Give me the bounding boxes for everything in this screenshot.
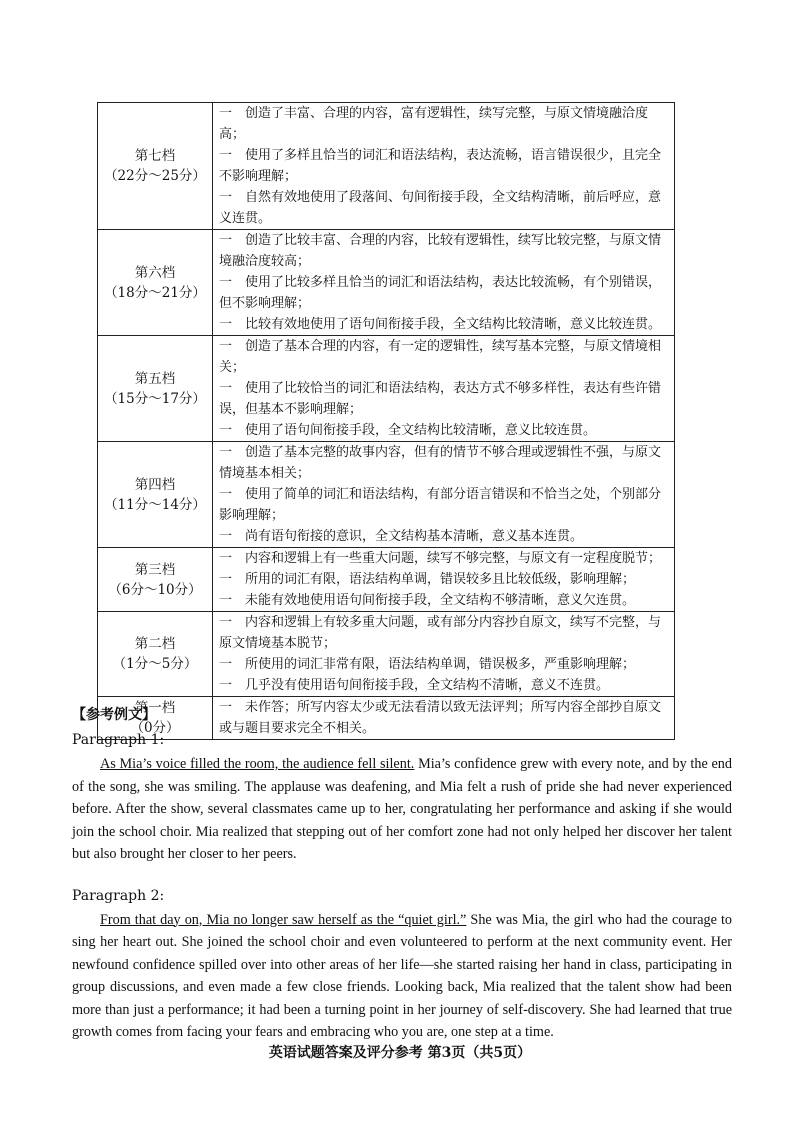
rubric-criterion: 一 创造了丰富、合理的内容，富有逻辑性，续写完整，与原文情境融洽度高；: [219, 106, 649, 142]
rubric-level-cell: [98, 230, 213, 336]
rubric-criterion: 一 未能有效地使用语句间衔接手段，全文结构不够清晰，意义欠连贯。: [219, 593, 636, 608]
rubric-criterion: 一 尚有语句衔接的意识，全文结构基本清晰，意义基本连贯。: [219, 529, 584, 544]
paragraph-2-label: Paragraph 2:: [72, 887, 165, 904]
rubric-level-name: 第四档: [134, 476, 176, 493]
rubric-row: [98, 612, 675, 697]
rubric-criterion: 一 使用了多样且恰当的词汇和语法结构，表达流畅，语言错误很少，且完全不影响理解；: [219, 148, 662, 184]
rubric-criterion: 一 使用了语句间衔接手段，全文结构比较清晰，意义比较连贯。: [219, 423, 597, 438]
paragraph-1-body: Mia’s confidence grew with every note, and by the end of the song, she was smiling. The applause was deafening, and Mia felt a rush of pride she had never experienced before. After the show, several classmates came up to her, congratulating her performance and asking if she would join the school choir. Mia realized that stepping out of her comfort zone had not only helped her discover her talent but also brought her closer to her peers.: [72, 756, 732, 862]
rubric-level-cell: [98, 336, 213, 442]
rubric-criteria-cell: [213, 103, 675, 230]
paragraph-2-lead-sentence: From that day on, Mia no longer saw herself as the “quiet girl.”: [100, 911, 467, 928]
rubric-criterion: 一 自然有效地使用了段落间、句间衔接手段，全文结构清晰，前后呼应，意义连贯。: [219, 190, 662, 226]
rubric-level-name: 第二档: [134, 636, 176, 652]
rubric-row: [98, 442, 675, 548]
rubric-level-name: 第六档: [134, 264, 176, 281]
paragraph-1-label: Paragraph 1:: [72, 732, 165, 748]
rubric-level-score: （0分）: [130, 720, 180, 736]
rubric-criterion: 一 使用了简单的词汇和语法结构，有部分语言错误和不恰当之处，个别部分影响理解；: [219, 487, 662, 523]
rubric-row: [98, 548, 675, 612]
rubric-criterion: 一 比较有效地使用了语句间衔接手段，全文结构比较清晰，意义比较连贯。: [219, 317, 662, 332]
rubric-criterion: 一 使用了比较多样且恰当的词汇和语法结构，表达比较流畅，有个别错误，但不影响理解；: [219, 275, 662, 311]
page-footer: 英语试题答案及评分参考 第3页（共5页）: [268, 1045, 532, 1061]
rubric-criteria-cell: [213, 548, 675, 612]
rubric-level-score: （15分～17分）: [104, 390, 206, 407]
rubric-level-score: （6分～10分）: [108, 581, 202, 598]
rubric-level-score: （1分～5分）: [112, 656, 198, 672]
rubric-row: [98, 230, 675, 336]
rubric-level-name: 第三档: [134, 561, 176, 578]
rubric-level-score: （18分～21分）: [104, 284, 206, 301]
sample-essay: [72, 704, 732, 1044]
rubric-criterion: 一 使用了比较恰当的词汇和语法结构，表达方式不够多样性，表达有些许错误，但基本不影响理解；: [219, 381, 662, 417]
rubric-level-name: 第一档: [134, 700, 176, 716]
rubric-criteria-cell: [213, 230, 675, 336]
rubric-criterion: 一 内容和逻辑上有一些重大问题，续写不够完整，与原文有一定程度脱节；: [219, 551, 662, 566]
paragraph-2-text: [72, 909, 732, 1044]
rubric-criterion: 一 所用的词汇有限，语法结构单调，错误较多且比较低级，影响理解；: [219, 572, 636, 587]
rubric-level-cell: [98, 442, 213, 548]
rubric-criteria-cell: [213, 442, 675, 548]
paragraph-2-body: She was Mia, the girl who had the courage to sing her heart out. She joined the school choir and even volunteered to perform at the next community event. Her newfound confidence spilled over into other areas of her life—she started raising her hand in class, participating in group discussions, and even made a few close friends. Looking back, Mia realized that the talent show had been more than just a performance; it had been a turning point in her journey of self-discovery. She had learned that true growth comes from facing your fears and embracing who you are, one step at a time.: [72, 911, 732, 1040]
paragraph-1-text: [72, 753, 732, 866]
rubric-level-cell: [98, 548, 213, 612]
rubric-level-name: 第五档: [134, 370, 176, 387]
rubric-row: [98, 336, 675, 442]
rubric-level-score: （11分～14分）: [104, 496, 206, 513]
rubric-level-cell: [98, 612, 213, 697]
paragraph-1-lead-sentence: As Mia’s voice filled the room, the audience fell silent.: [100, 756, 415, 772]
rubric-row: [98, 103, 675, 230]
scoring-rubric-table: [97, 102, 675, 740]
rubric-level-cell: [98, 103, 213, 230]
rubric-level-name: 第七档: [134, 148, 176, 164]
rubric-criterion: 一 未作答；所写内容太少或无法看清以致无法评判；所写内容全部抄自原文或与题目要求完全不相关。: [219, 700, 662, 736]
rubric-criterion: 一 创造了基本合理的内容，有一定的逻辑性，续写基本完整，与原文情境相关；: [219, 339, 662, 375]
rubric-criterion: 一 所使用的词汇非常有限，语法结构单调，错误极多，严重影响理解；: [219, 657, 636, 672]
rubric-criterion: 一 创造了比较丰富、合理的内容，比较有逻辑性，续写比较完整，与原文情境融洽度较高；: [219, 233, 662, 269]
rubric-criterion: 一 内容和逻辑上有较多重大问题，或有部分内容抄自原文，续写不完整，与原文情境基本脱节；: [219, 615, 662, 651]
rubric-criterion: 一 创造了基本完整的故事内容，但有的情节不够合理或逻辑性不强，与原文情境基本相关；: [219, 445, 662, 481]
rubric-criteria-cell: [213, 612, 675, 697]
sample-essay-title: 【参考例文】: [72, 707, 156, 723]
rubric-criteria-cell: [213, 336, 675, 442]
rubric-criterion: 一 几乎没有使用语句间衔接手段，全文结构不清晰，意义不连贯。: [219, 678, 610, 693]
rubric-level-score: （22分～25分）: [104, 168, 206, 184]
